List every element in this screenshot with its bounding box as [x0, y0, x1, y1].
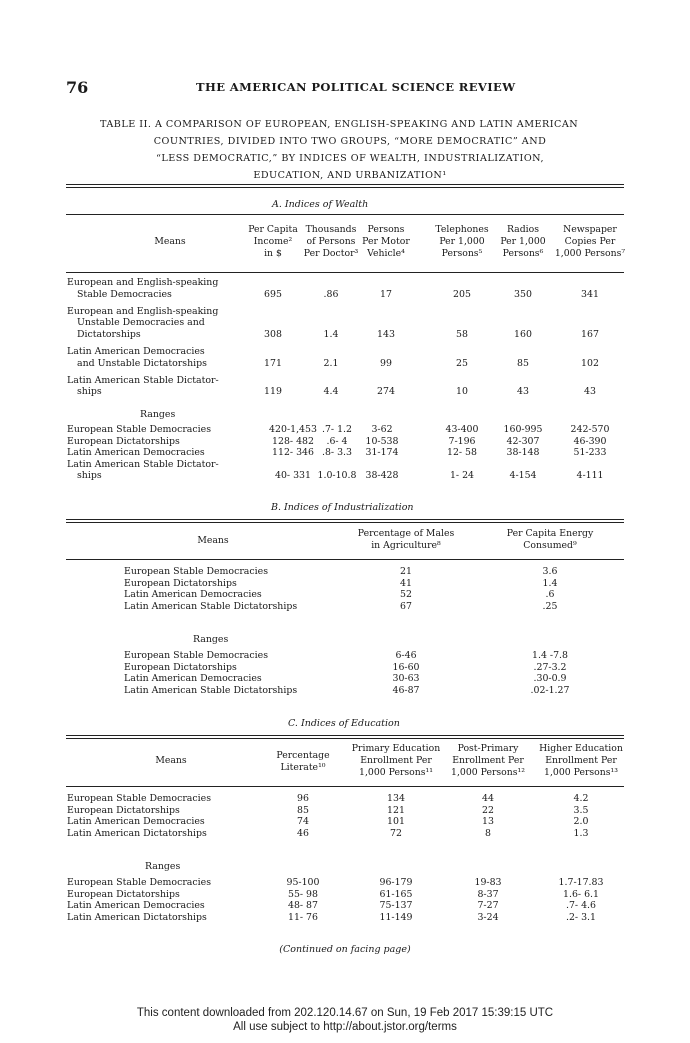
row-label: Latin American Stable Dictatorships: [124, 684, 298, 696]
row-label: Latin American Democracies: [124, 589, 262, 601]
cell-value: 119: [264, 386, 282, 398]
cell-value: 46: [297, 827, 309, 839]
cell-value: .6- 4: [326, 435, 348, 447]
cell-value: 4.4: [323, 386, 339, 398]
row-label: Stable Democracies: [77, 288, 172, 300]
cell-value: 38-148: [506, 447, 540, 459]
cell-value: 22: [482, 804, 494, 816]
cell-value: 205: [453, 288, 471, 300]
column-header-line: Post-Primary: [457, 743, 519, 754]
column-header-line: Per Doctor³: [303, 248, 359, 259]
cell-value: 6-46: [395, 650, 417, 661]
row-label: European Stable Democracies: [67, 793, 211, 804]
cell-value: 420-1,453: [269, 424, 317, 435]
cell-value: 102: [581, 357, 599, 369]
column-header-line: Higher Education: [539, 743, 623, 754]
cell-value: 2.1: [323, 357, 339, 369]
column-header-line: Enrollment Per: [360, 755, 432, 766]
cell-value: 8-37: [477, 888, 499, 900]
cell-value: 10-538: [365, 435, 399, 447]
cell-value: 17: [380, 288, 392, 300]
cell-value: .2- 3.1: [565, 911, 596, 923]
cell-value: 46-390: [573, 435, 607, 447]
row-label: European Stable Democracies: [67, 424, 211, 435]
cell-value: 51-233: [573, 447, 607, 459]
cell-value: 4.2: [573, 793, 589, 804]
row-label: Unstable Democracies and: [77, 317, 205, 329]
cell-value: 3-24: [477, 911, 499, 923]
column-header-line: Thousands: [305, 224, 357, 235]
column-header-line: Persons⁵: [441, 248, 483, 259]
cell-value: 128- 482: [272, 435, 314, 447]
row-label: European Stable Democracies: [67, 877, 211, 888]
column-header-line: Primary Education: [351, 743, 441, 754]
cell-value: 1.4 -7.8: [532, 650, 568, 661]
cell-value: 75-137: [379, 900, 413, 912]
cell-value: 31-174: [365, 447, 399, 459]
ranges-heading: Ranges: [145, 861, 181, 872]
cell-value: 44: [482, 793, 494, 804]
cell-value: 2.0: [573, 816, 589, 828]
cell-value: .7- 1.2: [321, 424, 352, 435]
column-header-line: Vehicle⁴: [367, 248, 405, 259]
column-header-line: Per Capita Energy: [506, 528, 594, 539]
section-title-education: C. Indices of Education: [288, 718, 400, 729]
column-header-line: Per Capita: [248, 224, 298, 235]
section-rule: [66, 519, 624, 520]
cell-value: 11-149: [379, 911, 413, 923]
footer-line: All use subject to http://about.jstor.org/terms: [233, 1021, 457, 1033]
cell-value: 46-87: [392, 684, 420, 696]
row-label: Latin American Dictatorships: [67, 911, 207, 923]
row-label: ships: [77, 470, 102, 482]
cell-value: 695: [264, 288, 282, 300]
row-label: Latin American Democracies: [67, 816, 205, 828]
cell-value: 99: [380, 357, 392, 369]
cell-value: .25: [542, 600, 558, 612]
caption-line: TABLE II. A COMPARISON OF EUROPEAN, ENGLISH-SPEAKING AND LATIN AMERICAN: [100, 119, 579, 130]
column-header-line: Percentage of Males: [357, 528, 455, 539]
row-label: European Dictatorships: [124, 661, 237, 673]
column-header-line: Per Motor: [362, 236, 410, 247]
cell-value: 308: [264, 328, 282, 340]
cell-value: .8- 3.3: [321, 447, 352, 459]
cell-value: 85: [517, 357, 529, 369]
cell-value: 85: [297, 804, 309, 816]
ranges-heading: Ranges: [140, 409, 176, 420]
cell-value: 21: [400, 566, 412, 577]
footer-line: This content downloaded from 202.120.14.67 on Sun, 19 Feb 2017 15:39:15 UTC: [136, 1007, 554, 1019]
section-rule: [66, 738, 624, 739]
column-header-line: Telephones: [435, 224, 489, 235]
column-header-line: Radios: [506, 224, 540, 235]
column-header-line: Enrollment Per: [452, 755, 524, 766]
page-number: 76: [66, 78, 89, 97]
cell-value: 13: [482, 816, 494, 828]
table-top-rule: [66, 187, 624, 188]
cell-value: 8: [485, 827, 491, 839]
column-header-line: Income²: [253, 236, 293, 247]
ranges-heading: Ranges: [193, 634, 229, 645]
row-label: European Stable Democracies: [124, 650, 268, 661]
cell-value: .6: [545, 589, 555, 601]
cell-value: 61-165: [379, 888, 413, 900]
cell-value: 1.3: [573, 827, 589, 839]
row-label: ships: [77, 386, 102, 398]
cell-value: 19-83: [474, 877, 502, 888]
cell-value: 58: [456, 328, 468, 340]
section-rule: [66, 522, 624, 523]
column-header-line: Per 1,000: [500, 236, 546, 247]
caption-line: EDUCATION, AND URBANIZATION¹: [253, 170, 447, 181]
means-header: Means: [155, 755, 187, 766]
row-label: European Dictatorships: [124, 577, 237, 589]
cell-value: 121: [387, 804, 405, 816]
cell-value: 112- 346: [272, 447, 314, 459]
cell-value: 10: [456, 386, 468, 398]
cell-value: .02-1.27: [530, 684, 570, 696]
cell-value: 1.6- 6.1: [563, 888, 599, 900]
row-label: Dictatorships: [77, 328, 141, 340]
caption-line: “LESS DEMOCRATIC,” BY INDICES OF WEALTH, INDUSTRIALIZATION,: [155, 153, 545, 164]
cell-value: 3.6: [542, 566, 558, 577]
column-header-line: in Agriculture⁸: [371, 540, 441, 551]
cell-value: 134: [387, 793, 405, 804]
row-label: European and English-speaking: [67, 277, 219, 288]
cell-value: 74: [297, 816, 309, 828]
section-title-wealth: A. Indices of Wealth: [272, 199, 369, 210]
cell-value: 25: [456, 357, 468, 369]
cell-value: 41: [400, 577, 412, 589]
cell-value: 43-400: [445, 424, 479, 435]
cell-value: 12- 58: [446, 447, 477, 459]
cell-value: 72: [390, 827, 402, 839]
download-footer: [0, 1006, 690, 1034]
column-header-line: Persons⁶: [502, 248, 544, 259]
means-header: Means: [197, 535, 229, 546]
row-label: and Unstable Dictatorships: [77, 357, 207, 369]
running-head: THE AMERICAN POLITICAL SCIENCE REVIEW: [196, 80, 516, 94]
cell-value: 96-179: [379, 877, 413, 888]
row-label: Latin American Democracies: [124, 673, 262, 685]
row-label: European Dictatorships: [67, 435, 180, 447]
row-label: Latin American Stable Dictator-: [67, 458, 219, 470]
cell-value: 1.4: [542, 577, 558, 589]
table-top-rule: [66, 184, 624, 185]
cell-value: .27-3.2: [533, 661, 567, 673]
cell-value: 40- 331: [275, 470, 311, 482]
cell-value: 171: [264, 357, 282, 369]
row-label: European Dictatorships: [67, 888, 180, 900]
cell-value: 48- 87: [287, 900, 318, 912]
column-header-line: Consumed⁹: [523, 540, 577, 551]
cell-value: .86: [323, 288, 339, 300]
cell-value: 7-196: [448, 435, 476, 447]
cell-value: 4-154: [509, 470, 537, 482]
row-label: Latin American Stable Dictatorships: [124, 600, 298, 612]
row-label: Latin American Dictatorships: [67, 827, 207, 839]
header-rule: [66, 559, 624, 560]
cell-value: 95-100: [286, 877, 320, 888]
cell-value: 341: [581, 288, 599, 300]
cell-value: 3.5: [573, 804, 589, 816]
section-rule: [66, 735, 624, 736]
section-rule: [66, 214, 624, 215]
cell-value: .7- 4.6: [565, 900, 596, 912]
table-caption: [100, 116, 600, 184]
column-header-line: Copies Per: [564, 236, 616, 247]
column-header-line: Percentage: [276, 750, 330, 761]
row-label: Latin American Democracies: [67, 346, 205, 357]
cell-value: 38-428: [365, 470, 399, 482]
continued-note: (Continued on facing page): [279, 944, 411, 955]
column-header-line: 1,000 Persons¹³: [544, 767, 618, 778]
column-header-line: 1,000 Persons¹²: [451, 767, 525, 778]
section-title-industrialization: B. Indices of Industrialization: [271, 502, 414, 513]
cell-value: 52: [400, 589, 412, 601]
cell-value: 1.4: [323, 328, 339, 340]
cell-value: 16-60: [392, 661, 420, 673]
caption-line: COUNTRIES, DIVIDED INTO TWO GROUPS, “MORE DEMOCRATIC” AND: [153, 136, 547, 147]
cell-value: 30-63: [392, 673, 420, 685]
cell-value: 1.7-17.83: [558, 877, 604, 888]
cell-value: 160-995: [503, 424, 543, 435]
column-header-line: 1,000 Persons⁷: [554, 248, 626, 259]
column-header-line: Persons: [367, 224, 405, 235]
column-header-line: Literate¹⁰: [280, 762, 326, 773]
cell-value: 11- 76: [287, 911, 318, 923]
cell-value: 274: [377, 386, 395, 398]
cell-value: 55- 98: [287, 888, 318, 900]
row-label: Latin American Stable Dictator-: [67, 374, 219, 386]
cell-value: .30-0.9: [533, 673, 567, 685]
cell-value: 160: [514, 328, 532, 340]
cell-value: 1.0-10.8: [317, 470, 357, 482]
column-header-line: of Persons: [306, 236, 356, 247]
header-rule: [66, 786, 624, 787]
column-header-line: 1,000 Persons¹¹: [359, 767, 433, 778]
row-label: European Stable Democracies: [124, 566, 268, 577]
row-label: Latin American Democracies: [67, 447, 205, 459]
cell-value: 242-570: [570, 424, 610, 435]
cell-value: 67: [400, 600, 412, 612]
cell-value: 7-27: [477, 900, 499, 912]
cell-value: 101: [387, 816, 405, 828]
column-header-line: Newspaper: [563, 224, 617, 235]
cell-value: 1- 24: [449, 470, 475, 482]
column-header-line: in $: [264, 248, 282, 259]
column-header-line: Per 1,000: [439, 236, 485, 247]
cell-value: 96: [297, 793, 309, 804]
cell-value: 143: [377, 328, 395, 340]
column-header-line: Enrollment Per: [545, 755, 617, 766]
cell-value: 167: [581, 328, 599, 340]
cell-value: 350: [514, 288, 532, 300]
row-label: European Dictatorships: [67, 804, 180, 816]
means-header: Means: [154, 236, 186, 247]
row-label: European and English-speaking: [67, 305, 219, 317]
cell-value: 43: [584, 386, 596, 398]
cell-value: 4-111: [576, 470, 604, 482]
cell-value: 3-62: [371, 424, 393, 435]
cell-value: 43: [517, 386, 529, 398]
header-rule: [66, 272, 624, 273]
row-label: Latin American Democracies: [67, 900, 205, 912]
cell-value: 42-307: [506, 435, 540, 447]
